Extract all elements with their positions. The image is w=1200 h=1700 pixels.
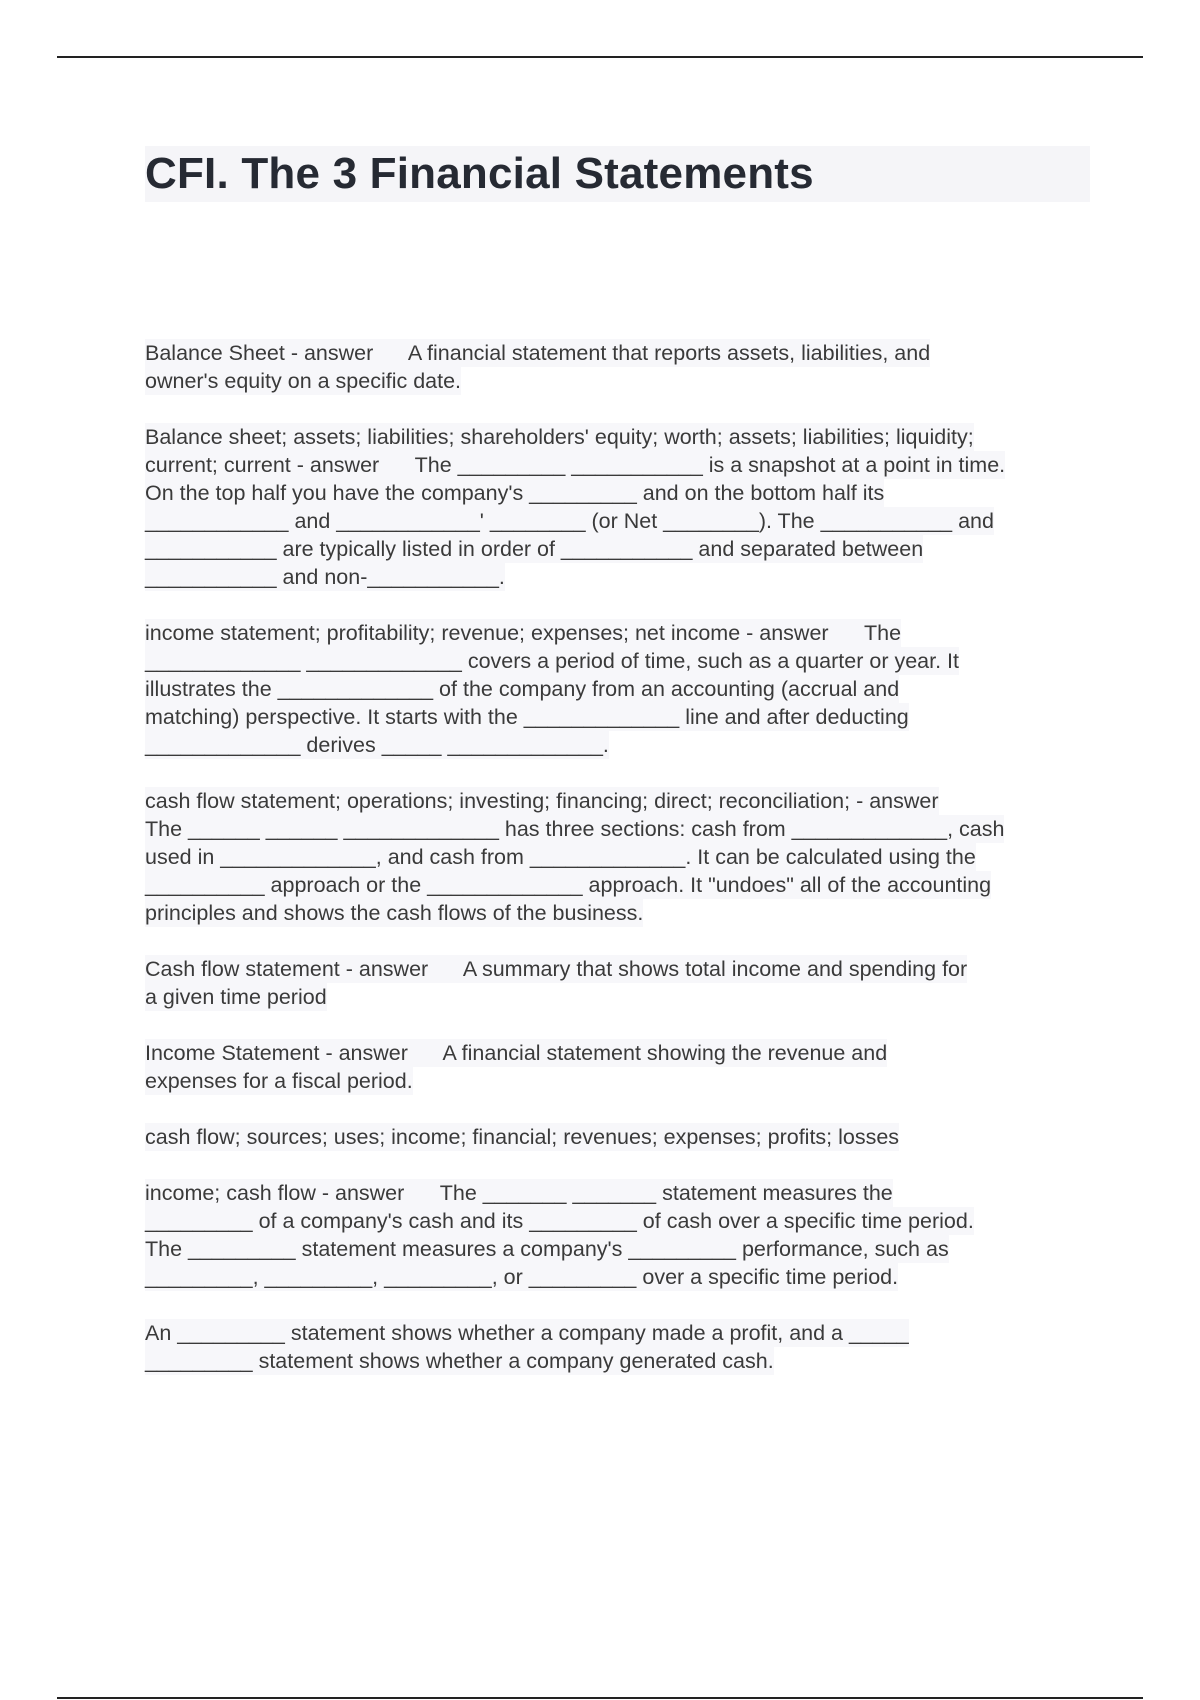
- flashcard-line: _____________ _____________ covers a period of time, such as a quarter or year. It: [145, 649, 959, 673]
- bottom-rule: [57, 1697, 1143, 1699]
- flashcard-line: income; cash flow - answer The _______ _______ statement measures the: [145, 1181, 893, 1205]
- flashcard-1: [145, 339, 1090, 395]
- flashcard-line: ____________ and ____________' ________ (or Net ________). The ___________ and: [145, 509, 994, 533]
- flashcard-line: __________ approach or the _____________ approach. It "undoes" all of the accounting: [145, 873, 992, 897]
- flashcard-line: Balance sheet; assets; liabilities; shareholders' equity; worth; assets; liabilities; liquidity;: [145, 425, 974, 449]
- flashcard-line: An _________ statement shows whether a company made a profit, and a _____: [145, 1321, 909, 1345]
- flashcard-line: illustrates the _____________ of the company from an accounting (accrual and: [145, 677, 900, 701]
- flashcard-line: used in _____________, and cash from _____________. It can be calculated using the: [145, 845, 976, 869]
- flashcard-line: _____________ derives _____ _____________.: [145, 733, 609, 757]
- title-banner: [145, 146, 1090, 202]
- flashcard-9: [145, 1319, 1090, 1375]
- flashcard-line: Cash flow statement - answer A summary that shows total income and spending for: [145, 957, 968, 981]
- flashcard-line: _________ of a company's cash and its _________ of cash over a specific time period.: [145, 1209, 974, 1233]
- flashcard-5: [145, 955, 1090, 1011]
- flashcard-8: [145, 1179, 1090, 1291]
- flashcard-line: ___________ are typically listed in order of ___________ and separated between: [145, 537, 924, 561]
- flashcard-line: ___________ and non-___________.: [145, 565, 505, 589]
- flashcard-line: On the top half you have the company's _________ and on the bottom half its: [145, 481, 885, 505]
- flashcard-line: a given time period: [145, 985, 327, 1009]
- flashcard-6: [145, 1039, 1090, 1095]
- flashcard-line: matching) perspective. It starts with the _____________ line and after deducting: [145, 705, 909, 729]
- flashcard-line: owner's equity on a specific date.: [145, 369, 462, 393]
- flashcard-list: [145, 339, 1090, 1403]
- flashcard-line: Income Statement - answer A financial statement showing the revenue and: [145, 1041, 888, 1065]
- flashcard-line: current; current - answer The _________ ___________ is a snapshot at a point in time.: [145, 453, 1006, 477]
- document-title: CFI. The 3 Financial Statements: [145, 149, 814, 198]
- flashcard-line: The _________ statement measures a company's _________ performance, such as: [145, 1237, 949, 1261]
- flashcard-line: _________, _________, _________, or _________ over a specific time period.: [145, 1265, 899, 1289]
- flashcard-7: [145, 1123, 1090, 1151]
- flashcard-2: [145, 423, 1090, 591]
- flashcard-line: expenses for a fiscal period.: [145, 1069, 413, 1093]
- flashcard-line: income statement; profitability; revenue; expenses; net income - answer The: [145, 621, 902, 645]
- flashcard-line: The ______ ______ _____________ has three sections: cash from _____________, cash: [145, 817, 1005, 841]
- flashcard-line: principles and shows the cash flows of the business.: [145, 901, 644, 925]
- flashcard-line: cash flow; sources; uses; income; financial; revenues; expenses; profits; losses: [145, 1125, 900, 1149]
- flashcard-4: [145, 787, 1090, 927]
- flashcard-line: _________ statement shows whether a company generated cash.: [145, 1349, 774, 1373]
- flashcard-line: cash flow statement; operations; investing; financing; direct; reconciliation; - answer: [145, 789, 939, 813]
- flashcard-line: Balance Sheet - answer A financial statement that reports assets, liabilities, and: [145, 341, 931, 365]
- top-rule: [57, 56, 1143, 58]
- flashcard-3: [145, 619, 1090, 759]
